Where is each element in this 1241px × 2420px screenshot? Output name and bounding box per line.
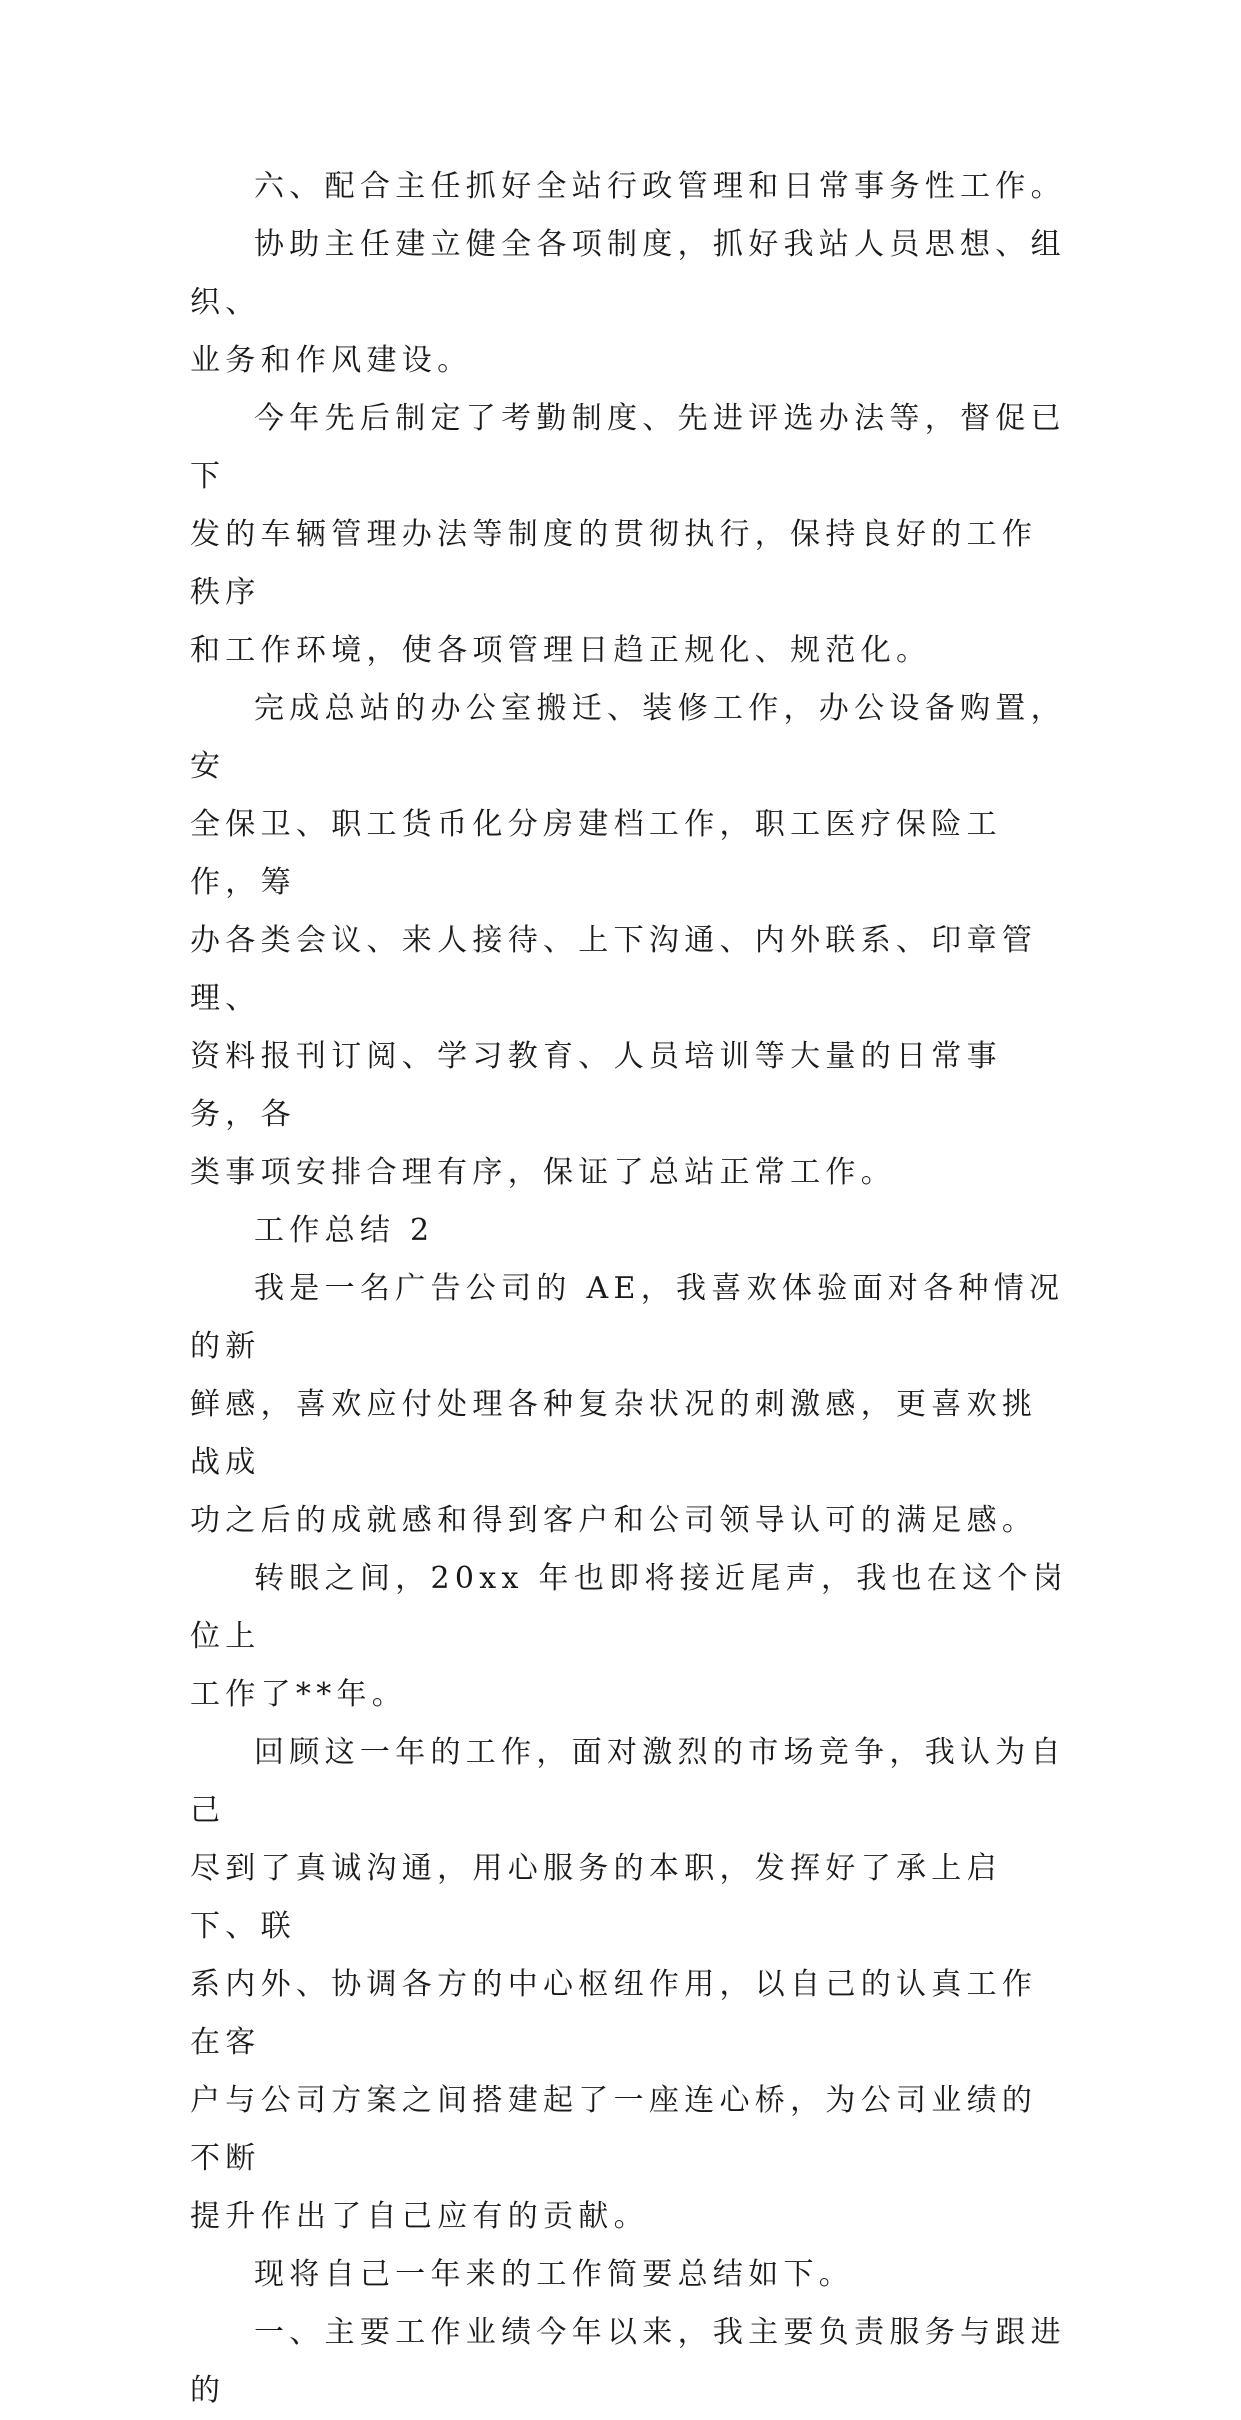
paragraph-summary-intro: 现将自己一年来的工作简要总结如下。 <box>254 2257 855 2292</box>
paragraph-attendance-system: 今年先后制定了考勤制度、先进评选办法等，督促已下 发的车辆管理办法等制度的贯彻执行，保持良好的工作秩序 和工作环境，使各项管理日趋正规化、规范化。 <box>190 401 1066 668</box>
document-body <box>190 158 1070 2420</box>
paragraph-administration: 六、配合主任抓好全站行政管理和日常事务性工作。 <box>254 169 1066 204</box>
section-heading: 工作总结 2 <box>254 1213 435 1248</box>
paragraph-review: 回顾这一年的工作，面对激烈的市场竞争，我认为自己 尽到了真诚沟通，用心服务的本职，发挥好了承上启下、联 系内外、协调各方的中心枢纽作用，以自己的认真工作在客 户与公司方案之间搭建起了一座连心桥，为公司业绩的不断 提升作出了自己应有的贡献。 <box>190 1735 1066 2234</box>
paragraph-main-achievements: 一、主要工作业绩今年以来，我主要负责服务与跟进的 <box>190 2315 1066 2408</box>
paragraph-ae-intro: 我是一名广告公司的 AE，我喜欢体验面对各种情况的新 鲜感，喜欢应付处理各种复杂状况的刺激感，更喜欢挑战成 功之后的成就感和得到客户和公司领导认可的满足感。 <box>190 1271 1065 1538</box>
paragraph-year-end: 转眼之间，20xx 年也即将接近尾声，我也在这个岗位上 工作了**年。 <box>190 1561 1069 1712</box>
paragraph-rules-assistance: 协助主任建立健全各项制度，抓好我站人员思想、组织、 业务和作风建设。 <box>190 227 1066 378</box>
paragraph-office-relocation: 完成总站的办公室搬迁、装修工作，办公设备购置，安 全保卫、职工货币化分房建档工作，职工医疗保险工作，筹 办各类会议、来人接待、上下沟通、内外联系、印章管理、 资料报刊订阅、学习教育、人员培训等大量的日常事务，各 类事项安排合理有序，保证了总站正常工作。 <box>190 691 1066 1190</box>
